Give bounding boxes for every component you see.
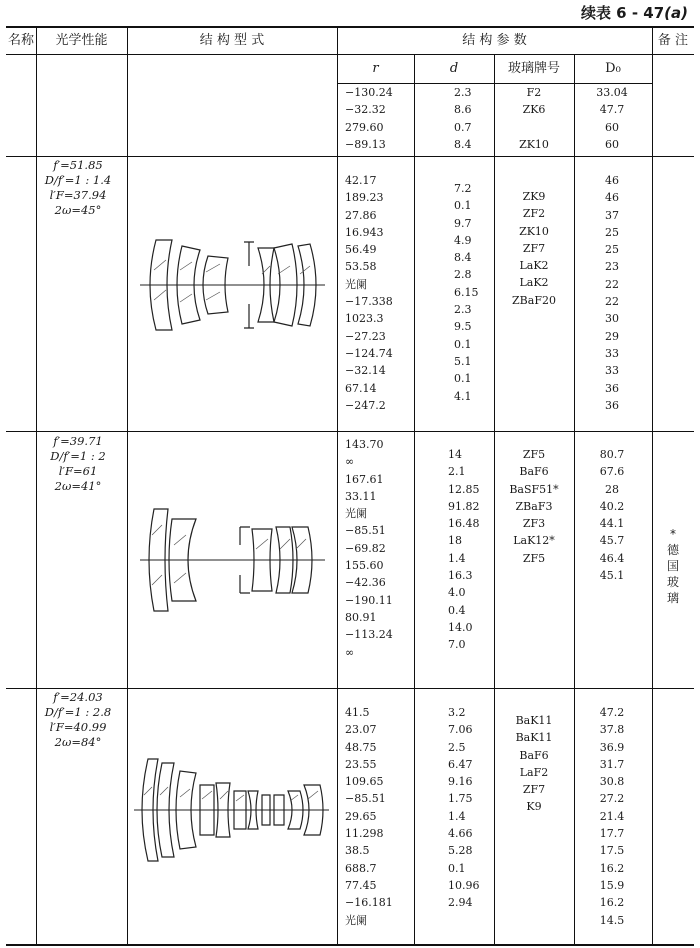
d-value: 2.5 (448, 740, 466, 754)
d-value: 18 (448, 534, 462, 548)
glass-value: LaK2 (519, 276, 549, 290)
caption-suffix: (a) (664, 4, 688, 22)
d-value: 10.96 (448, 878, 480, 892)
D0-value: 67.6 (599, 465, 625, 479)
D0-value: 22 (605, 277, 619, 291)
remark-char: 国 (666, 559, 679, 573)
s1-r-column (345, 172, 415, 414)
D0-value: 17.5 (599, 844, 625, 858)
r-value: 143.70 (345, 438, 384, 451)
r-value: 41.5 (345, 706, 370, 719)
s0-D0-column (574, 84, 650, 153)
D0-value: 36.9 (599, 740, 625, 754)
r-value: ∞ (345, 645, 355, 659)
d-value: 5.28 (448, 844, 473, 858)
r-value: 29.65 (345, 809, 377, 823)
d-value: 9.5 (454, 320, 472, 334)
r-value: −17.338 (345, 295, 393, 309)
performance-item: l′F=61 (58, 464, 98, 478)
D0-value: 47.2 (599, 706, 625, 719)
D0-value: 16.2 (599, 896, 625, 910)
remark-char: 璃 (666, 591, 679, 605)
d-value: 0.1 (454, 372, 472, 386)
r-value: 109.65 (345, 775, 384, 789)
D0-value: 37 (605, 208, 619, 222)
d-value: 9.7 (454, 216, 472, 230)
performance-item: 2ω=45° (54, 203, 102, 217)
d-value: 7.06 (448, 723, 473, 737)
D0-value: 33 (605, 364, 619, 378)
d-value: 14.0 (448, 620, 473, 634)
d-value: 4.1 (454, 389, 472, 403)
performance-item: D/f′=1 : 2 (50, 449, 106, 463)
r-value: −69.82 (345, 541, 386, 555)
table-caption (581, 2, 688, 23)
r-value: 688.7 (345, 861, 377, 875)
glass-value: F2 (526, 86, 542, 99)
s1-d-column (454, 180, 494, 405)
d-value: 0.7 (454, 120, 472, 134)
glass-value: LaK12* (513, 534, 555, 548)
d-value: 16.3 (448, 569, 473, 583)
r-value: −32.14 (345, 364, 386, 378)
d-value: 0.4 (448, 603, 466, 617)
d-value: 8.4 (454, 137, 472, 151)
r-value: 27.86 (345, 208, 377, 222)
r-value: 279.60 (345, 120, 384, 134)
r-value: −113.24 (345, 628, 393, 642)
glass-value: ZF5 (522, 551, 546, 565)
r-value: −89.13 (345, 137, 386, 151)
header-remark: 备 注 (657, 33, 689, 48)
r-value: 38.5 (345, 844, 370, 858)
D0-value: 45.1 (599, 569, 625, 583)
r-value: 23.55 (345, 757, 377, 771)
remark-char: 德 (666, 543, 679, 557)
D0-value: 40.2 (599, 499, 625, 513)
r-value: 光阑 (345, 277, 367, 291)
s1-D0-column (574, 172, 650, 414)
d-value: 2.94 (448, 896, 473, 910)
row-divider (6, 431, 694, 432)
d-value: 6.15 (454, 285, 479, 299)
D0-value: 30 (605, 312, 619, 326)
col-divider (127, 28, 128, 944)
glass-value: ZF5 (522, 448, 546, 461)
performance-item: l′F=37.94 (49, 188, 107, 202)
header-performance: 光学性能 (55, 33, 108, 48)
s3-lens-diagram (134, 755, 329, 865)
D0-value: 44.1 (599, 517, 625, 531)
D0-value: 60 (605, 137, 619, 151)
r-value: 1023.3 (345, 312, 384, 326)
glass-value: BaF6 (519, 465, 549, 479)
remark-char: 玻 (666, 575, 679, 589)
d-value: 9.16 (448, 775, 473, 789)
header-params: 结 构 参 数 (462, 33, 527, 48)
r-value: 80.91 (345, 610, 377, 624)
D0-value: 36 (605, 398, 619, 412)
r-value: 23.07 (345, 723, 377, 737)
d-value: 0.1 (454, 337, 472, 351)
s3-glass-column (496, 704, 572, 814)
D0-value: 29 (605, 329, 619, 343)
r-value: 67.14 (345, 381, 377, 395)
s2-r-column (345, 436, 415, 661)
s1-lens-diagram (140, 230, 325, 340)
caption-text: 续表 6 - 47 (580, 4, 665, 22)
r-value: −27.23 (345, 329, 386, 343)
r-value: 48.75 (345, 740, 377, 754)
d-value: 2.8 (454, 268, 472, 282)
D0-value: 80.7 (599, 448, 625, 461)
r-value: −16.181 (345, 896, 393, 910)
d-value: 0.1 (454, 199, 472, 213)
r-value: −85.51 (345, 524, 386, 538)
performance-item: f′=51.85 (53, 158, 103, 172)
s0-r-column (345, 84, 415, 153)
r-value: 167.61 (345, 472, 384, 486)
s3-d-column (448, 704, 488, 912)
s0-glass-column (496, 84, 572, 153)
d-value: 16.48 (448, 517, 480, 531)
d-value: 0.1 (448, 861, 466, 875)
d-value: 4.66 (448, 827, 473, 841)
D0-value: 22 (605, 295, 619, 309)
row-divider (6, 688, 694, 689)
D0-value: 45.7 (599, 534, 625, 548)
r-value: −42.36 (345, 576, 386, 590)
glass-value: ZF7 (522, 241, 546, 255)
D0-value: 25 (605, 243, 619, 257)
r-value: 16.943 (345, 225, 384, 239)
D0-value: 25 (605, 225, 619, 239)
d-value: 1.4 (448, 809, 466, 823)
d-value: 4.0 (448, 586, 466, 600)
d-value: 12.85 (448, 482, 480, 496)
performance-item: f′=39.71 (53, 434, 103, 448)
D0-value: 21.4 (599, 809, 625, 823)
D0-value: 15.9 (599, 878, 625, 892)
row-divider (6, 54, 694, 55)
s0-d-column (454, 84, 494, 153)
s3-performance (32, 690, 124, 750)
d-value: 1.75 (448, 792, 473, 806)
D0-value: 33.04 (596, 86, 628, 99)
glass-value: LaK2 (519, 259, 549, 273)
d-value: 2.1 (448, 465, 466, 479)
col-divider (652, 28, 653, 944)
D0-value: 36 (605, 381, 619, 395)
header-structure: 结 构 型 式 (199, 33, 265, 48)
s1-performance (32, 158, 124, 218)
r-value: 33.11 (345, 489, 377, 503)
D0-value: 60 (605, 120, 619, 134)
glass-value: ZF3 (522, 517, 546, 531)
performance-item: D/f′=1 : 2.8 (44, 705, 112, 719)
row-divider (6, 156, 694, 157)
s2-glass-column (496, 446, 572, 567)
r-value: 53.58 (345, 260, 377, 274)
glass-value: ZK9 (522, 190, 546, 203)
s1-glass-column (496, 180, 572, 307)
r-value: 光阑 (345, 913, 367, 927)
D0-value: 28 (605, 482, 619, 496)
D0-value: 31.7 (599, 757, 625, 771)
remark-char: * (670, 527, 676, 541)
d-value: 8.6 (454, 103, 472, 117)
D0-value: 30.8 (599, 775, 625, 789)
D0-value: 14.5 (599, 913, 625, 927)
subheader-d (414, 56, 494, 82)
d-value: 7.2 (454, 182, 472, 195)
performance-item: l′F=40.99 (49, 720, 107, 734)
subheader-r-text: r (372, 61, 379, 76)
d-value: 5.1 (454, 354, 472, 368)
r-value: ∞ (345, 455, 355, 469)
performance-item: 2ω=41° (54, 479, 102, 493)
glass-value: BaK11 (515, 731, 553, 745)
D0-value: 27.2 (599, 792, 625, 806)
D0-value: 17.7 (599, 827, 625, 841)
glass-value: BaF6 (519, 748, 549, 762)
r-value: −247.2 (345, 398, 386, 412)
D0-value: 33 (605, 346, 619, 360)
performance-item: 2ω=84° (54, 735, 102, 749)
glass-value: BaK11 (515, 714, 553, 727)
d-value: 3.2 (448, 706, 466, 719)
d-value: 2.3 (454, 86, 472, 99)
r-value: 189.23 (345, 191, 384, 205)
D0-value: 46.4 (599, 551, 625, 565)
glass-value: LaF2 (519, 765, 549, 779)
r-value: −130.24 (345, 86, 393, 99)
r-value: 11.298 (345, 827, 384, 841)
glass-value: ZK10 (519, 224, 549, 238)
r-value: 56.49 (345, 243, 377, 257)
subheader-r (337, 56, 414, 82)
r-value: 155.60 (345, 559, 384, 573)
d-value: 1.4 (448, 551, 466, 565)
glass-value: K9 (526, 800, 542, 814)
subheader-D0: D₀ (605, 61, 621, 76)
D0-value: 16.2 (599, 861, 625, 875)
D0-value: 37.8 (599, 723, 625, 737)
D0-value: 46 (605, 191, 619, 205)
s2-d-column (448, 446, 488, 654)
r-value: −85.51 (345, 792, 386, 806)
s3-D0-column (574, 704, 650, 929)
d-value: 4.9 (454, 233, 472, 247)
d-value: 91.82 (448, 499, 480, 513)
glass-value: ZF7 (522, 783, 546, 797)
d-value: 8.4 (454, 251, 472, 265)
s2-performance (32, 434, 124, 494)
d-value: 14 (448, 448, 462, 461)
r-value: −190.11 (345, 593, 393, 607)
performance-item: f′=24.03 (53, 690, 103, 704)
r-value: 42.17 (345, 174, 377, 187)
s2-lens-diagram (140, 505, 325, 615)
subheader-glass: 玻璃牌号 (507, 61, 560, 76)
s2-remark (665, 526, 681, 606)
subheader-d-text: d (449, 61, 459, 76)
glass-value: ZK6 (522, 103, 546, 117)
glass-value: ZBaF3 (515, 499, 553, 513)
r-value: −124.74 (345, 346, 393, 360)
glass-value (496, 119, 572, 136)
s3-r-column (345, 704, 415, 929)
s2-D0-column (574, 446, 650, 584)
col-divider (494, 55, 495, 944)
D0-value: 46 (605, 174, 619, 187)
glass-value: ZBaF20 (512, 293, 556, 307)
r-value: −32.32 (345, 103, 386, 117)
glass-value: BaSF51* (509, 482, 559, 496)
d-value: 2.3 (454, 303, 472, 317)
glass-value: ZF2 (522, 207, 546, 221)
D0-value: 23 (605, 260, 619, 274)
r-value: 光阑 (345, 507, 367, 521)
d-value: 7.0 (448, 638, 466, 652)
r-value: 77.45 (345, 878, 377, 892)
glass-value: ZK10 (519, 137, 549, 151)
col-divider (337, 28, 338, 944)
d-value: 6.47 (448, 757, 473, 771)
header-name: 名称 (7, 33, 34, 48)
performance-item: D/f′=1 : 1.4 (44, 173, 112, 187)
D0-value: 47.7 (599, 103, 625, 117)
